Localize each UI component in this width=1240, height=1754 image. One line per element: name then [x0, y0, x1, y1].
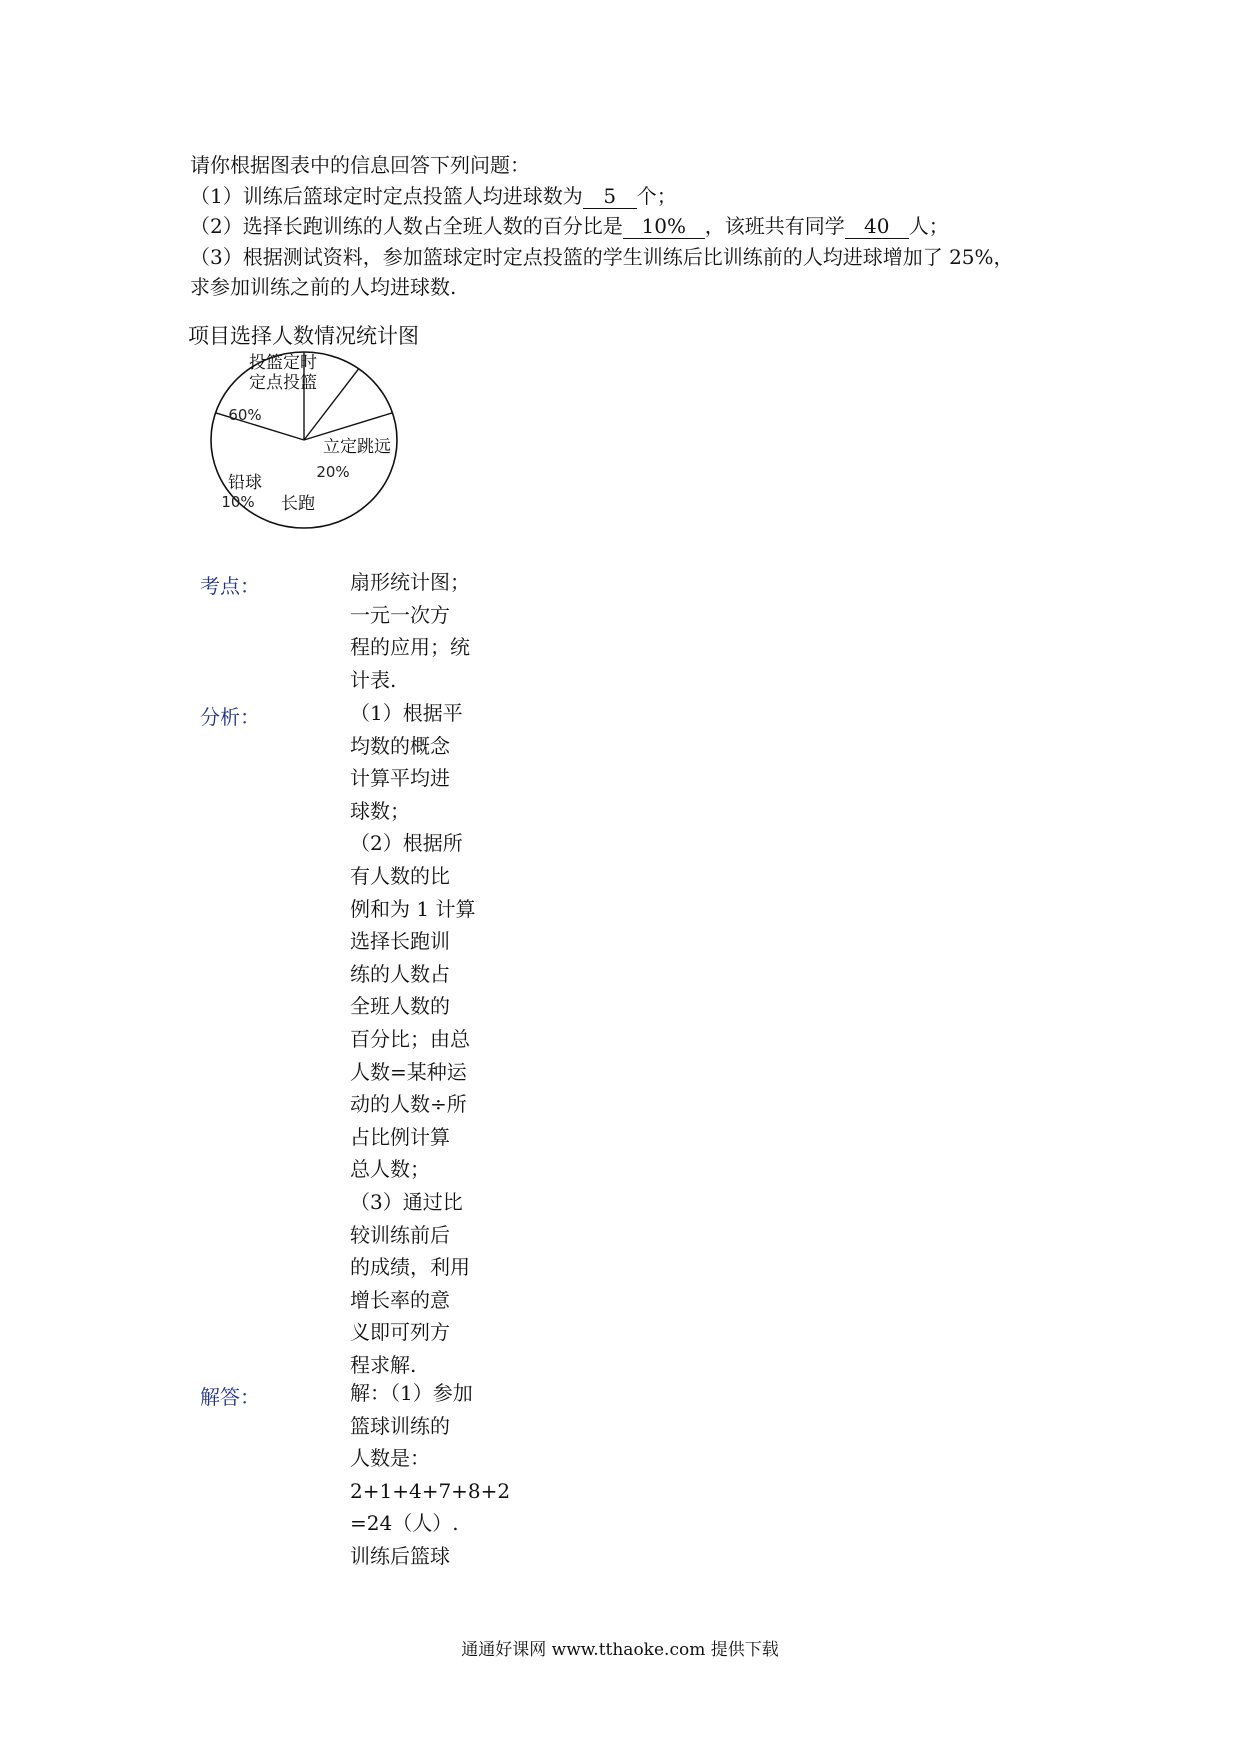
text-line: 的成绩，利用 [350, 1255, 470, 1280]
text-line: 有人数的比 [350, 863, 450, 888]
text-line: 全班人数的 [350, 994, 450, 1019]
pie-labels [221, 352, 391, 514]
pie-chart [205, 348, 405, 533]
label-kaodian: 考点： [200, 574, 260, 598]
text-line: 训练后篮球 [350, 1543, 450, 1568]
chart-title: 项目选择人数情况统计图 [188, 324, 419, 348]
jieda-content [350, 1377, 511, 1573]
pie-slice-percent: 60% [228, 406, 262, 424]
text-line: 计表. [350, 667, 397, 692]
text-line: （3）通过比 [350, 1189, 463, 1214]
text-line: 一元一次方 [350, 602, 450, 627]
question-2-suffix: 人； [908, 214, 949, 238]
text-line: 均数的概念 [350, 733, 450, 758]
text-line: （1）根据平 [350, 701, 463, 725]
label-fenxi: 分析： [200, 705, 260, 729]
fenxi-content [350, 697, 490, 1381]
text-line: 程的应用；统 [350, 635, 470, 660]
pie-slice-label: 立定跳远 [323, 437, 391, 457]
text-line: 计算平均进 [350, 766, 450, 791]
text-line: 人数是： [350, 1446, 430, 1471]
text-line: 选择长跑训 [350, 929, 450, 954]
answer-blank-1: 5 [583, 184, 637, 209]
pie-slice-percent: 20% [316, 463, 350, 481]
text-line: 人数=某种运 [350, 1059, 467, 1084]
pie-slice-label: 投篮定时 [249, 353, 317, 373]
question-prompt: 请你根据图表中的信息回答下列问题： [190, 153, 530, 177]
label-jieda: 解答： [200, 1385, 260, 1409]
text-line: 例和为 1 计算 [350, 896, 476, 921]
page-footer: 通通好课网 www.tthaoke.com 提供下载 [461, 1640, 779, 1660]
answer-blank-3: 40 [845, 214, 909, 239]
text-line: 百分比；由总 [350, 1026, 470, 1051]
text-line: 2+1+4+7+8+2 [350, 1478, 511, 1503]
question-3-line-1: （3）根据测试资料，参加篮球定时定点投篮的学生训练后比训练前的人均进球增加了 25%， [190, 244, 1014, 269]
answer-blank-2: 10% [623, 214, 705, 239]
pie-slice-label: 铅球 [228, 473, 262, 493]
kaodian-content [350, 566, 490, 696]
question-2 [190, 211, 1090, 242]
text-line: =24（人）. [350, 1511, 459, 1536]
text-line: 扇形统计图； [350, 570, 470, 594]
text-line: 占比例计算 [350, 1124, 450, 1149]
pie-slice-label-line2: 定点投篮 [249, 373, 317, 393]
question-1-text: （1）训练后篮球定时定点投篮人均进球数为 [190, 183, 583, 208]
question-3-line-2: 求参加训练之前的人均进球数. [190, 275, 457, 299]
text-line: 较训练前后 [350, 1222, 450, 1247]
text-line: 增长率的意 [350, 1287, 450, 1312]
pie-slice-boundary [304, 413, 392, 440]
text-line: 解：（1）参加 [350, 1381, 473, 1405]
question-2-middle: ，该班共有同学 [704, 214, 845, 238]
text-line: 动的人数÷所 [350, 1092, 467, 1117]
text-line: 练的人数占 [350, 961, 450, 986]
text-line: 义即可列方 [350, 1320, 450, 1345]
text-line: 篮球训练的 [350, 1413, 450, 1438]
question-2-text: （2）选择长跑训练的人数占全班人数的百分比是 [190, 214, 623, 238]
question-1-suffix: 个； [636, 183, 677, 208]
question-block [190, 150, 1090, 303]
text-line: 程求解. [350, 1352, 417, 1377]
text-line: 球数； [350, 798, 410, 823]
pie-slice-label: 长跑 [281, 494, 315, 514]
question-1 [190, 181, 1090, 212]
text-line: （2）根据所 [350, 831, 463, 856]
pie-slice-percent: 10% [221, 493, 255, 511]
text-line: 总人数； [350, 1157, 430, 1182]
